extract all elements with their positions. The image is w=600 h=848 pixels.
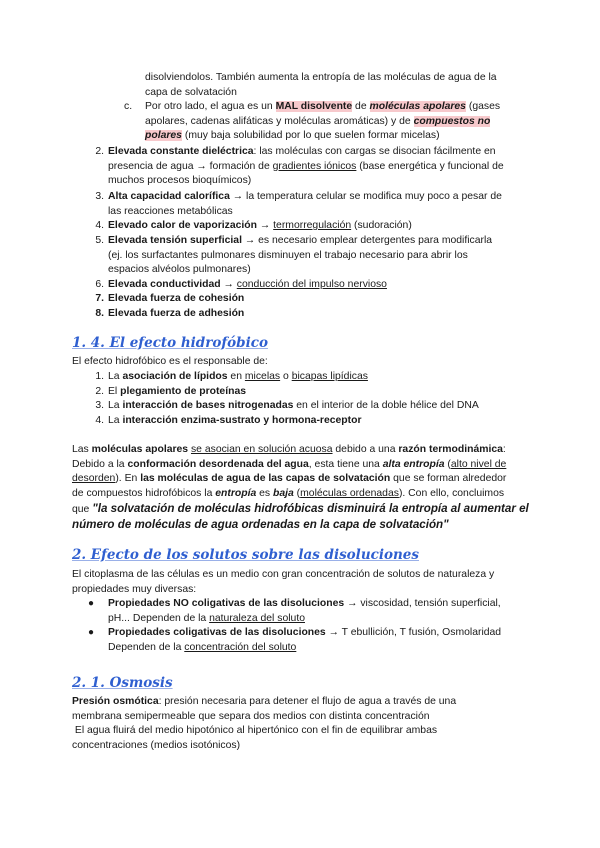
sublist-item-c — [145, 100, 500, 144]
text-run: presencia de agua → formación de — [108, 160, 273, 172]
bullet-icon: ● — [88, 627, 95, 638]
text-run: de — [352, 101, 370, 112]
bold-text: moléculas apolares — [91, 444, 189, 455]
text-line: disolviendolos. También aumenta la entropía de las moléculas de agua de la — [145, 72, 497, 83]
list-item — [108, 370, 368, 385]
list-number: 3. — [95, 191, 104, 202]
text-run: : — [502, 444, 506, 455]
bullet-item — [108, 597, 501, 626]
list-number: 3. — [95, 400, 104, 411]
bold-italic-text: baja — [273, 487, 294, 499]
bold-text: interacción enzima-sustrato y hormona-receptor — [122, 415, 362, 426]
bold-text: Presión osmótica — [72, 696, 159, 707]
text-line: muchos procesos bioquímicos) — [108, 175, 252, 187]
property-item — [108, 278, 387, 293]
underlined-text: moléculas ordenadas — [300, 487, 399, 499]
text-run: La — [108, 400, 123, 411]
text-line: concentraciones (medios isotónicos) — [72, 739, 241, 751]
bold-text: Elevado calor de vaporización — [108, 220, 257, 231]
paragraph-osmosis — [72, 695, 456, 753]
underlined-text: bicapas lipídicas — [291, 371, 368, 382]
underlined-text: naturaleza del soluto — [209, 612, 305, 624]
section-heading: 2. Efecto de los solutos sobre las disoluciones — [72, 547, 419, 563]
list-number: 1. — [95, 371, 104, 382]
property-item: Elevada fuerza de adhesión — [108, 308, 245, 319]
list-number: 6. — [95, 279, 104, 290]
bullet-item — [108, 626, 501, 655]
highlight-text: moléculas apolares — [369, 101, 466, 112]
text-run: ( — [444, 458, 451, 470]
quote-text: "la solvatación de moléculas hidrofóbicas disminuirá la entropía al aumentar el — [92, 502, 529, 516]
text-run: de compuestos hidrofóbicos la — [72, 487, 216, 499]
text-run: ). Con ello, concluimos — [398, 487, 505, 499]
text-run: o — [280, 371, 292, 382]
list-item — [108, 385, 246, 400]
bold-text: interacción de bases nitrogenadas — [122, 400, 294, 411]
text-run: La — [108, 415, 123, 426]
bold-text: conformación desordenada del agua — [127, 458, 309, 470]
text-run: Por otro lado, el agua es un — [145, 101, 276, 112]
bold-text: Elevada tensión superficial — [108, 235, 242, 246]
bold-text: plegamiento de proteínas — [120, 386, 247, 397]
property-item — [108, 219, 412, 234]
text-run: debido a una — [332, 444, 399, 455]
text-run: → — [257, 220, 274, 231]
underlined-text: termorregulación — [273, 220, 352, 231]
text-run: : las moléculas con cargas se disocian fácilmente en — [253, 146, 496, 157]
text-run: pH... Dependen de la — [108, 612, 210, 624]
property-item: Elevada fuerza de cohesión — [108, 293, 245, 304]
list-number: 4. — [95, 220, 104, 231]
bold-text: asociación de lípidos — [122, 371, 228, 382]
text-run: ( — [293, 487, 301, 499]
text-line: El citoplasma de las células es un medio con gran concentración de solutos de naturaleza y — [72, 569, 495, 580]
text-run: Las — [72, 444, 92, 455]
list-number: 4. — [95, 415, 104, 426]
bold-text: Elevada constante dieléctrica — [108, 146, 254, 157]
underlined-text: se asocian en solución acuosa — [190, 444, 333, 455]
bold-text: razón termodinámica — [398, 444, 503, 455]
text-line: capa de solvatación — [145, 86, 237, 98]
text-run: La — [108, 371, 123, 382]
text-run: , esta tiene una — [308, 458, 383, 470]
underlined-text: conducción del impulso nervioso — [236, 279, 387, 290]
text-run: apolares, cadenas alifáticas y moléculas aromáticas) y de — [145, 115, 414, 127]
bold-text: Alta capacidad calorífica — [108, 191, 230, 202]
bold-text: las moléculas de agua de las capas de solvatación — [140, 473, 391, 485]
text-run: ). En — [115, 473, 141, 485]
text-run: → — [220, 279, 237, 290]
text-run: es — [256, 487, 273, 499]
text-line: las reacciones metabólicas — [108, 205, 233, 217]
list-number: 2. — [95, 386, 104, 397]
section-heading: 2. 1. Osmosis — [72, 675, 173, 691]
bold-italic-text: alta entropía — [382, 458, 445, 470]
list-number: 2. — [95, 146, 104, 157]
text-run: (base energética y funcional de — [356, 160, 504, 172]
text-line: El agua fluirá del medio hipotónico al hipertónico con el fin de equilibrar ambas — [72, 725, 438, 737]
text-run: → la temperatura celular se modifica muy poco a pesar de — [229, 191, 502, 202]
bold-italic-text: entropía — [215, 487, 257, 499]
property-item — [108, 234, 492, 278]
underlined-text: concentración del soluto — [184, 641, 297, 653]
section-heading: 1. 4. El efecto hidrofóbico — [72, 335, 268, 351]
list-number: 7. — [95, 293, 104, 304]
bold-text: Elevada conductividad — [108, 279, 221, 290]
list-marker: c. — [124, 101, 133, 112]
text-line: propiedades muy diversas: — [72, 583, 197, 595]
text-line: (ej. los surfactantes pulmonares disminuyen el trabajo necesario para abrir los — [108, 249, 468, 261]
paragraph-intro — [72, 568, 494, 597]
highlight-text: MAL disolvente — [275, 101, 353, 112]
text-run: El — [108, 386, 121, 397]
underlined-text: gradientes iónicos — [272, 160, 357, 172]
highlight-text: polares — [145, 130, 182, 142]
underlined-text: desorden — [72, 473, 116, 485]
paragraph-intro: El efecto hidrofóbico es el responsable de: — [72, 356, 268, 367]
list-item — [108, 414, 362, 429]
text-run: → es necesario emplear detergentes para modificarla — [241, 235, 493, 246]
text-run: (gases — [465, 101, 501, 112]
paragraph-entropy — [72, 443, 542, 534]
text-run: en el interior de la doble hélice del DNA — [293, 400, 479, 411]
text-run: → T ebullición, T fusión, Osmolaridad — [325, 627, 502, 638]
highlight-text: compuestos no — [413, 115, 491, 127]
property-item — [108, 190, 502, 219]
text-run: (sudoración) — [351, 220, 412, 231]
text-run: en — [227, 371, 245, 382]
sublist-b-continuation — [145, 71, 497, 100]
text-line: espacios alvéolos pulmonares) — [108, 264, 251, 276]
text-run: que se forman alrededor — [390, 473, 507, 485]
list-number: 8. — [95, 308, 104, 319]
list-item — [108, 399, 479, 414]
text-run: Dependen de la — [108, 641, 185, 653]
bold-text: Propiedades NO coligativas de las disoluciones — [108, 598, 345, 609]
bullet-icon: ● — [88, 598, 95, 609]
text-run: Debido a la — [72, 458, 128, 470]
text-run: → viscosidad, tensión superficial, — [344, 598, 501, 609]
list-number: 5. — [95, 235, 104, 246]
text-run: que — [72, 504, 93, 516]
bold-text: Propiedades coligativas de las disoluciones — [108, 627, 326, 638]
text-run: : presión necesaria para detener el flujo de agua a través de una — [158, 696, 457, 707]
text-run: (muy baja solubilidad por lo que suelen formar micelas) — [181, 130, 440, 142]
underlined-text: micelas — [244, 371, 281, 382]
quote-text: número de moléculas de agua ordenadas en la capa de solvatación" — [72, 517, 449, 531]
underlined-text: alto nivel de — [450, 458, 507, 470]
property-item — [108, 145, 504, 189]
text-line: membrana semipermeable que separa dos medios con distinta concentración — [72, 710, 430, 722]
